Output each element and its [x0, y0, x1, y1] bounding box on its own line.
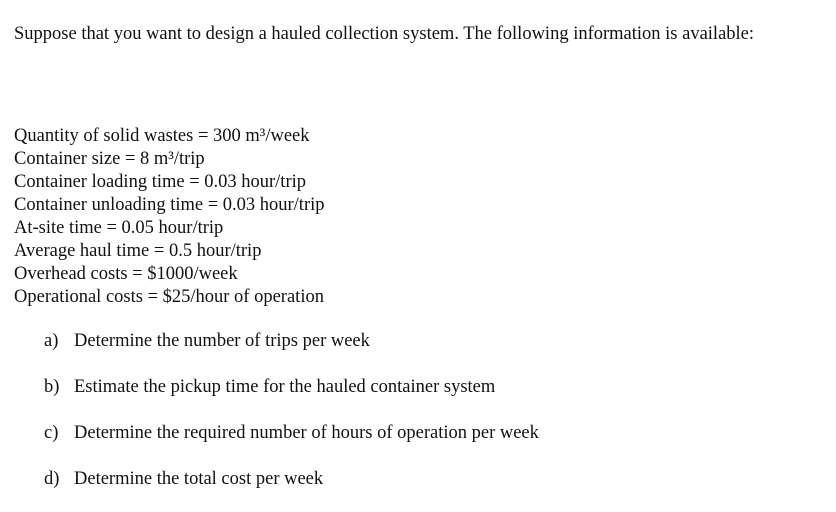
question-list — [44, 328, 539, 512]
question-c — [44, 420, 539, 466]
question-text: Determine the total cost per week — [74, 469, 324, 489]
info-item-haul-time: Average haul time = 0.5 hour/trip — [14, 241, 262, 261]
info-item-unloading-time: Container unloading time = 0.03 hour/trip — [14, 195, 325, 215]
question-text: Determine the required number of hours of operation per week — [74, 423, 539, 443]
question-a — [44, 328, 539, 374]
question-text: Determine the number of trips per week — [74, 331, 370, 351]
question-letter: d) — [44, 469, 60, 489]
given-information-list — [14, 125, 325, 309]
question-text: Estimate the pickup time for the hauled container system — [74, 377, 496, 397]
info-item-at-site-time: At-site time = 0.05 hour/trip — [14, 218, 224, 238]
info-item-operational-costs: Operational costs = $25/hour of operation — [14, 287, 324, 307]
question-b — [44, 374, 539, 420]
info-item-overhead-costs: Overhead costs = $1000/week — [14, 264, 238, 284]
problem-intro: Suppose that you want to design a hauled collection system. The following information is available: — [14, 24, 755, 44]
info-item-container-size: Container size = 8 m³/trip — [14, 149, 205, 169]
question-letter: c) — [44, 423, 59, 443]
question-d — [44, 466, 539, 512]
question-letter: a) — [44, 331, 59, 351]
question-letter: b) — [44, 377, 60, 397]
info-item-waste-quantity: Quantity of solid wastes = 300 m³/week — [14, 126, 310, 146]
info-item-loading-time: Container loading time = 0.03 hour/trip — [14, 172, 306, 192]
